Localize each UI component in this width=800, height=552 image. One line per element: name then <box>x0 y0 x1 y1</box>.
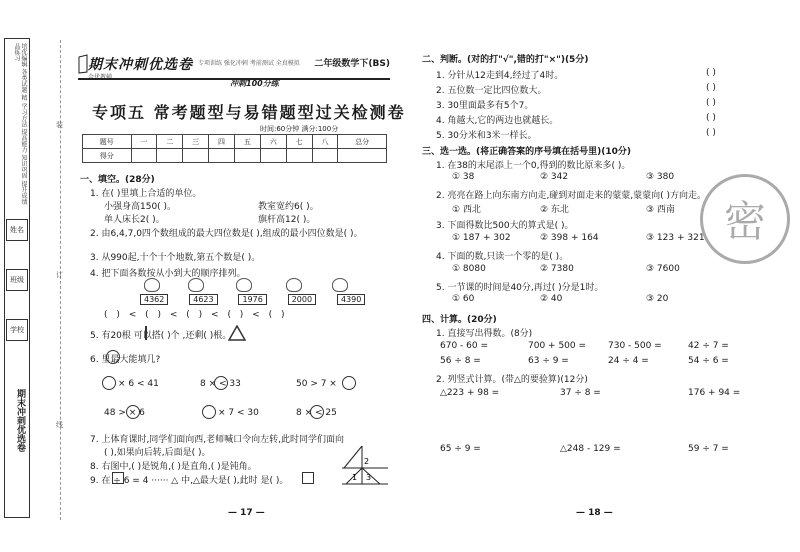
question-6: 6. 里最大能填几? <box>90 355 161 365</box>
svg-text:3: 3 <box>366 473 372 482</box>
question-1c[interactable]: 单人床长2( )。 <box>104 215 165 225</box>
stick-icon <box>140 326 152 340</box>
question-2[interactable]: 2. 由6,4,7,0四个数组成的最大四位数是( ),组成的最小四位数是( )。 <box>90 229 363 239</box>
question-1a[interactable]: 小强身高150( )。 <box>104 202 177 212</box>
brand-sub: 金优教辅 <box>88 74 113 81</box>
angle-diagram <box>340 444 390 494</box>
vertical-calc[interactable]: 37 ÷ 8 = <box>560 388 601 398</box>
score-input[interactable] <box>131 149 157 163</box>
question-5[interactable]: 5. 有20根 可以搭( )个 ,还剩( )根。 <box>90 331 232 341</box>
choice-question-5[interactable]: 5. 一节课的时间是40分,再过( )分是1时。 <box>436 283 604 293</box>
section-choice: 三、选一选。(将正确答案的序号填在括号里)(10分) <box>422 147 631 157</box>
question-6b: 8 × < 33 <box>200 379 241 389</box>
question-4-order[interactable]: ( ) < ( ) < ( ) < ( ) < ( ) <box>104 310 288 320</box>
number-card: 1976 <box>238 294 266 305</box>
brand-name: 期末冲刺优选卷 <box>88 57 193 73</box>
score-input[interactable] <box>234 149 260 163</box>
bind-word: 订 <box>56 271 63 279</box>
question-9[interactable]: 9. 在 ÷ 6 = 4 ······ △ 中,△最大是( ),此时 是( )。 <box>90 476 289 486</box>
choice-option[interactable]: ③ 西南 <box>646 205 675 215</box>
score-cell: 四 <box>209 135 235 149</box>
score-cell: 得分 <box>83 149 132 163</box>
choice-question-2[interactable]: 2. 亮亮在路上向东南方向走,碰到对面走来的蒙蒙,蒙蒙向( )方向走。 <box>436 191 707 201</box>
binding-strip <box>4 38 30 518</box>
judge-answer[interactable]: ( ) <box>706 68 716 78</box>
choice-option[interactable]: ① 西北 <box>452 205 481 215</box>
number-cards <box>140 294 369 305</box>
tagline: 专项训练 强化冲刺 考前测试 全真模拟 <box>198 60 300 67</box>
question-3[interactable]: 3. 从990起,十个十个地数,第五个数是( )。 <box>90 253 261 263</box>
blank-square[interactable] <box>112 472 124 484</box>
sub-banner: 冲刺100分练 <box>230 79 279 88</box>
triangle-icon <box>228 325 246 341</box>
calc-item[interactable]: 56 ÷ 8 = <box>440 356 481 366</box>
score-input[interactable] <box>260 149 286 163</box>
score-cell: 五 <box>234 135 260 149</box>
calc-item[interactable]: 670 - 60 = <box>440 341 489 351</box>
score-cell: 一 <box>131 135 157 149</box>
strip-logo: 期末冲刺优选卷 <box>15 389 25 452</box>
choice-option[interactable]: ① 60 <box>452 294 475 304</box>
choice-option[interactable]: ② 342 <box>540 172 569 182</box>
score-input[interactable] <box>183 149 209 163</box>
question-7b[interactable]: ( ),如果向后转,后面是( )。 <box>104 448 211 458</box>
choice-question-1[interactable]: 1. 在38的末尾添上一个0,得到的数比原来多( )。 <box>436 161 631 171</box>
score-input[interactable] <box>312 149 338 163</box>
choice-option[interactable]: ③ 20 <box>646 294 669 304</box>
score-input[interactable] <box>338 149 387 163</box>
choice-option[interactable]: ③ 7600 <box>646 264 680 274</box>
judge-item: 4. 角越大,它的两边也就越长。 <box>436 116 559 126</box>
section-true-false: 二、判断。(对的打"√",错的打"×")(5分) <box>422 55 589 65</box>
choice-question-3[interactable]: 3. 下面得数比500大的算式是( )。 <box>436 221 574 231</box>
judge-item: 3. 30里面最多有5个7。 <box>436 101 534 111</box>
apple-icon[interactable] <box>202 405 216 419</box>
name-field[interactable]: 姓名 <box>6 219 28 241</box>
choice-option[interactable]: ① 38 <box>452 172 475 182</box>
pig-icon <box>188 278 204 292</box>
question-6f: 8 × < 25 <box>296 408 337 418</box>
calc-item[interactable]: 42 ÷ 7 = <box>688 341 729 351</box>
score-table <box>82 134 387 163</box>
section-calculation: 四、计算。(20分) <box>422 315 497 325</box>
strip-slogan-mid: 学习方法 提高能力 知识巩固 提升成绩 <box>20 103 27 205</box>
bind-word: 装 <box>56 121 63 129</box>
question-6e: × 7 < 30 <box>218 408 259 418</box>
class-field[interactable]: 班级 <box>6 269 28 291</box>
calc-item[interactable]: 24 ÷ 4 = <box>608 356 649 366</box>
calc-item[interactable]: 730 - 500 = <box>608 341 662 351</box>
panda-icon <box>286 278 302 292</box>
binding-line <box>60 40 61 520</box>
score-table-header <box>83 135 387 149</box>
choice-option[interactable]: ① 187 + 302 <box>452 233 511 243</box>
question-7: 7. 上体育课时,同学们面向西,老师喊口令向左转,此时同学们面向 <box>90 435 345 445</box>
question-6c: 50 > 7 × <box>296 379 337 389</box>
calc-instruction-1: 1. 直接写出得数。(8分) <box>436 329 533 339</box>
judge-item: 1. 分针从12走到4,经过了4时。 <box>436 71 564 81</box>
choice-option[interactable]: ② 40 <box>540 294 563 304</box>
vertical-calc[interactable]: 176 + 94 = <box>688 388 741 398</box>
section-fill-in: 一、填空。(28分) <box>80 175 155 185</box>
calc-instruction-2: 2. 列竖式计算。(带△的要验算)(12分) <box>436 375 588 385</box>
question-6a: × 6 < 41 <box>118 379 159 389</box>
apple-icon[interactable] <box>342 376 356 390</box>
apple-icon[interactable] <box>102 376 116 390</box>
question-1d[interactable]: 旗杆高12( )。 <box>258 215 316 225</box>
score-table-row <box>83 149 387 163</box>
choice-option[interactable]: ③ 380 <box>646 172 675 182</box>
apple-icon[interactable] <box>214 376 228 390</box>
vertical-calc[interactable]: △248 - 129 = <box>560 444 621 454</box>
calc-item[interactable]: 63 ÷ 9 = <box>528 356 569 366</box>
question-6d: 48 > × 6 <box>104 408 145 418</box>
choice-option[interactable]: ① 8080 <box>452 264 486 274</box>
calc-item[interactable]: 54 ÷ 6 = <box>688 356 729 366</box>
score-input[interactable] <box>209 149 235 163</box>
judge-item: 2. 五位数一定比四位数大。 <box>436 86 547 96</box>
score-cell: 题号 <box>83 135 132 149</box>
score-cell: 八 <box>312 135 338 149</box>
score-cell: 总分 <box>338 135 387 149</box>
apple-icon[interactable] <box>310 405 324 419</box>
bear-icon <box>332 278 348 292</box>
svg-text:2: 2 <box>364 457 370 466</box>
question-1b[interactable]: 教室宽约6( )。 <box>258 202 319 212</box>
score-cell: 七 <box>286 135 312 149</box>
confidential-seal: 密 <box>700 174 790 264</box>
vertical-calc[interactable]: △223 + 98 = <box>440 388 500 398</box>
apple-icon <box>106 350 120 364</box>
school-field[interactable]: 学校 <box>6 319 28 341</box>
score-cell: 六 <box>260 135 286 149</box>
choice-option[interactable]: ② 7380 <box>540 264 574 274</box>
question-8[interactable]: 8. 右图中,( )是锐角,( )是直角,( )是钝角。 <box>90 462 257 472</box>
judge-answer[interactable]: ( ) <box>706 113 716 123</box>
score-input[interactable] <box>157 149 183 163</box>
page-number: — 17 — <box>228 508 265 518</box>
number-card: 4623 <box>189 294 217 305</box>
judge-item: 5. 30分米和3米一样长。 <box>436 131 537 141</box>
number-card: 4390 <box>337 294 365 305</box>
choice-option[interactable]: ③ 123 + 321 <box>646 233 705 243</box>
monkey-icon <box>236 278 252 292</box>
svg-text:1: 1 <box>352 473 358 482</box>
judge-answer[interactable]: ( ) <box>706 98 716 108</box>
choice-option[interactable]: ② 398 + 164 <box>540 233 599 243</box>
page-title: 专项五 常考题型与易错题型过关检测卷 <box>92 103 406 122</box>
vertical-calc[interactable]: 59 ÷ 7 = <box>688 444 729 454</box>
book-logo-icon <box>78 54 88 74</box>
judge-answer[interactable]: ( ) <box>706 83 716 93</box>
vertical-calc[interactable]: 65 ÷ 9 = <box>440 444 481 454</box>
score-cell: 三 <box>183 135 209 149</box>
apple-icon[interactable] <box>126 405 140 419</box>
blank-square[interactable] <box>302 472 314 484</box>
number-card: 4362 <box>140 294 168 305</box>
choice-option[interactable]: ② 东北 <box>540 205 569 215</box>
page-number: — 18 — <box>576 508 613 518</box>
question-1: 1. 在( )里填上合适的单位。 <box>90 189 202 199</box>
bind-word: 线 <box>56 421 63 429</box>
score-input[interactable] <box>286 149 312 163</box>
strip-slogan-top: 培优编辑 各类试题 精品练习 <box>13 43 27 101</box>
judge-answer[interactable]: ( ) <box>706 128 716 138</box>
question-4: 4. 把下面各数按从小到大的顺序排列。 <box>90 269 246 279</box>
choice-question-4[interactable]: 4. 下面的数,只读一个零的是( )。 <box>436 252 569 262</box>
number-card: 2000 <box>288 294 316 305</box>
calc-item[interactable]: 700 + 500 = <box>528 341 587 351</box>
time-info: 时间:60分钟 满分:100分 <box>260 125 339 133</box>
grade-label: 二年级数学下(BS) <box>314 59 390 69</box>
cat-icon <box>144 278 160 292</box>
score-cell: 二 <box>157 135 183 149</box>
